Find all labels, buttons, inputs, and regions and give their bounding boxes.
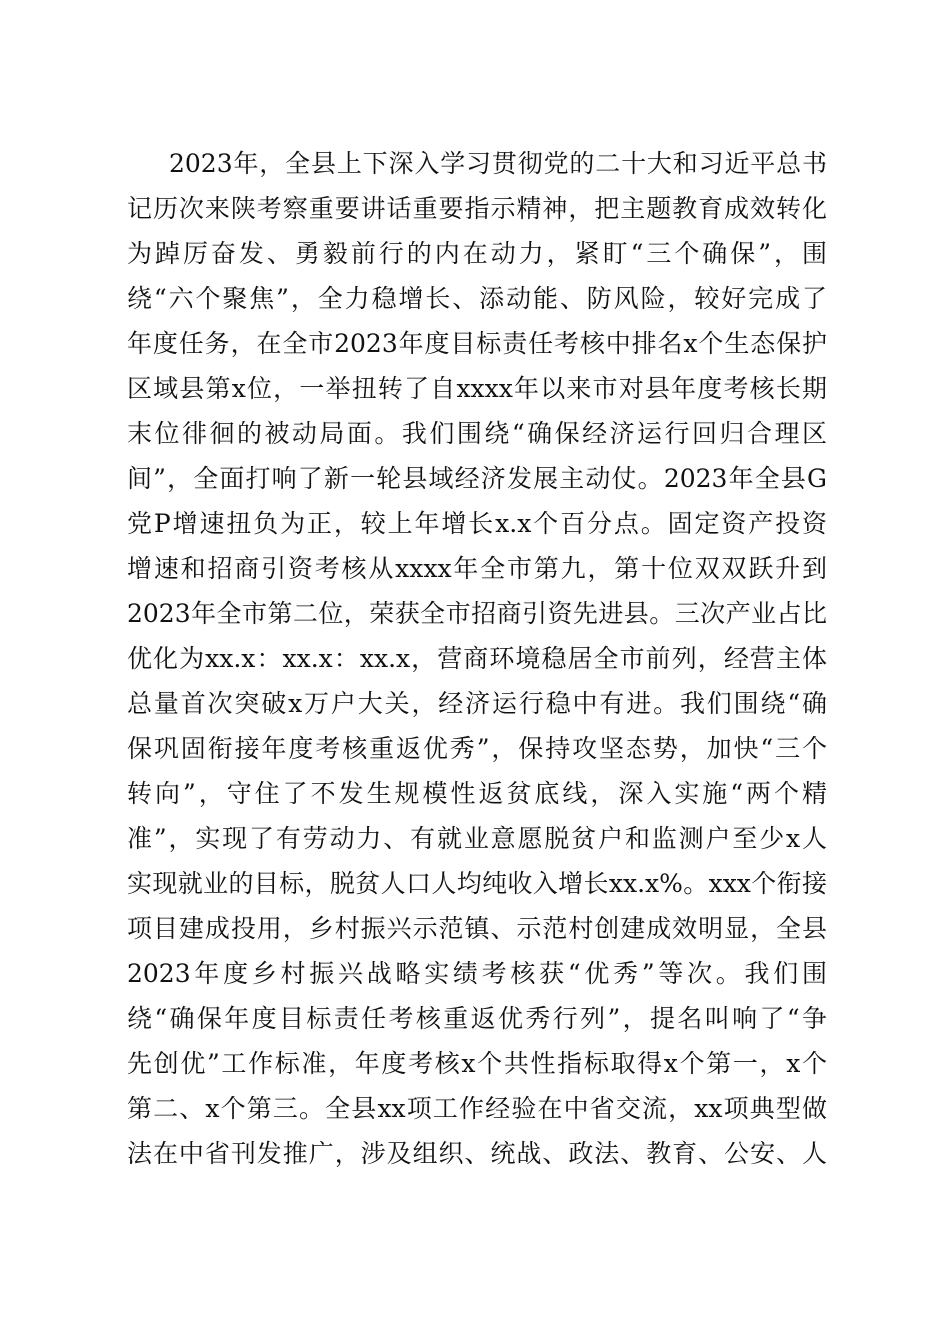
paragraph-line: 为踔厉奋发、勇毅前行的内在动力，紧盯“三个确保”，围 (127, 239, 827, 268)
paragraph-line: 2023年度乡村振兴战略实绩考核获“优秀”等次。我们围 (127, 959, 827, 988)
paragraph-line: 总量首次突破x万户大关，经济运行稳中有进。我们围绕“确 (127, 689, 827, 718)
paragraph-line: 绕“六个聚焦”，全力稳增长、添动能、防风险，较好完成了 (127, 284, 827, 313)
paragraph-line: 项目建成投用，乡村振兴示范镇、示范村创建成效明显，全县 (127, 914, 827, 943)
paragraph-line: 年度任务，在全市2023年度目标责任考核中排名x个生态保护 (127, 329, 827, 358)
paragraph-line: 2023年全市第二位，荣获全市招商引资先进县。三次产业占比 (127, 599, 827, 628)
body-paragraph (127, 141, 827, 1176)
paragraph-line: 区域县第x位，一举扭转了自xxxx年以来市对县年度考核长期 (127, 374, 827, 403)
paragraph-line: 间”，全面打响了新一轮县域经济发展主动仗。2023年全县G (127, 464, 827, 493)
paragraph-line: 实现就业的目标，脱贫人口人均纯收入增长xx.x%。xxx个衔接 (127, 869, 827, 898)
paragraph-line: 记历次来陕考察重要讲话重要指示精神，把主题教育成效转化 (127, 194, 827, 223)
paragraph-line: 第二、x个第三。全县xx项工作经验在中省交流，xx项典型做 (127, 1094, 827, 1123)
paragraph-line: 优化为xx.x：xx.x：xx.x，营商环境稳居全市前列，经营主体 (127, 644, 827, 673)
paragraph-line: 增速和招商引资考核从xxxx年全市第九，第十位双双跃升到 (127, 554, 827, 583)
paragraph-line: 转向”，守住了不发生规模性返贫底线，深入实施“两个精 (127, 779, 827, 808)
paragraph-line: 准”，实现了有劳动力、有就业意愿脱贫户和监测户至少x人 (127, 824, 827, 853)
paragraph-line: 法在中省刊发推广，涉及组织、统战、政法、教育、公安、人 (127, 1139, 827, 1168)
paragraph-line: 末位徘徊的被动局面。我们围绕“确保经济运行回归合理区 (127, 419, 827, 448)
paragraph-line: 保巩固衔接年度考核重返优秀”，保持攻坚态势，加快“三个 (127, 734, 827, 763)
paragraph-line: 2023年，全县上下深入学习贯彻党的二十大和习近平总书 (169, 149, 827, 178)
paragraph-line: 党P增速扭负为正，较上年增长x.x个百分点。固定资产投资 (127, 509, 827, 538)
paragraph-line: 绕“确保年度目标责任考核重返优秀行列”，提名叫响了“争 (127, 1004, 827, 1033)
paragraph-line: 先创优”工作标准，年度考核x个共性指标取得x个第一，x个 (127, 1049, 827, 1078)
